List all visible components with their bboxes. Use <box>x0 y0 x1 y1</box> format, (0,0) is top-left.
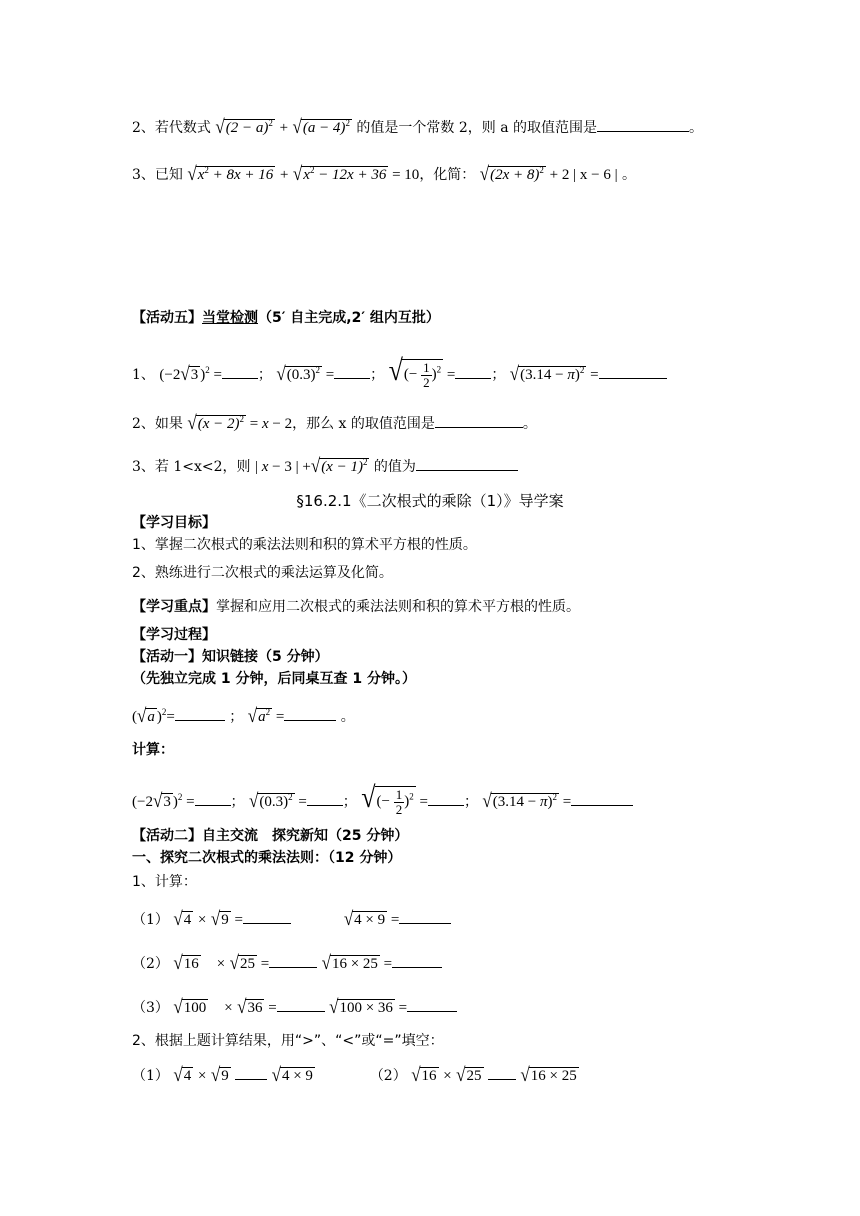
q2-expression: $√(2 - a)^2 + √(a - 4)^2$ <box>215 115 350 138</box>
answer-blank[interactable] <box>399 911 451 924</box>
q2-text-b: 的值是一个常数 2，则 a 的取值范围是 <box>356 120 597 136</box>
answer-blank[interactable] <box>307 793 343 806</box>
answer-blank[interactable] <box>416 458 518 471</box>
activity-1-heading: 【活动一】知识链接（5 分钟） <box>132 649 329 665</box>
activity-1-exercise: (√a )$^2$= ； $√a^2$ = 。 <box>132 704 355 727</box>
part-3: （3） √100 × √36 = √100 × 36 = <box>132 998 457 1016</box>
q3-text-a: 3、已知 <box>132 167 183 183</box>
answer-blank[interactable] <box>407 999 457 1012</box>
step-2: 2、根据上题计算结果，用“>”、“<”或“=”填空： <box>132 1033 444 1049</box>
activity-1-note: （先独立完成 1 分钟，后同桌互查 1 分钟。） <box>132 671 416 687</box>
answer-blank[interactable] <box>428 793 464 806</box>
check-1-expr-c: √(− $\frac{1}{2}$ )$^2$ = <box>388 353 456 391</box>
page-title: §16.2.1《二次根式的乘除（1）》导学案 <box>296 492 564 510</box>
answer-blank[interactable] <box>195 793 231 806</box>
answer-blank[interactable] <box>269 955 317 968</box>
calc-row: (−2√3 )$^2$ = ； $√(0.3)^2$ = ； √(− $\frac{1}{2}$ )$^2$ = ； $√(3.14 - \pi)^2$ = <box>132 785 633 817</box>
answer-blank[interactable] <box>392 955 442 968</box>
compare-row: （1） √4 × √9 √4 × 9 （2） √16 × √25 √16 × 25 <box>132 1063 577 1086</box>
check-1-expr-b: $√(0.3)^2$ = <box>276 362 335 385</box>
step-1: 1、计算： <box>132 874 197 890</box>
calc-label: 计算： <box>132 742 174 758</box>
check-3-expr: | x − 3 | $+√(x - 1)^2$ <box>254 454 368 477</box>
process-heading: 【学习过程】 <box>132 627 216 643</box>
part-1: （1） √4 × √9 = √4 × 9 = <box>132 910 451 928</box>
q2-text-a: 2、若代数式 <box>132 120 211 136</box>
check-2-expr: $√(x - 2)^2 = x - 2$ <box>187 411 293 434</box>
check-1-expr-a: (−2√3 )$^2$ = <box>159 362 222 385</box>
answer-blank[interactable] <box>597 119 689 132</box>
check-1-expr-d: $√(3.14 - \pi)^2$ = <box>509 362 599 385</box>
check-2: 2、如果 $√(x - 2)^2 = x - 2$，那么 x 的取值范围是 。 <box>132 411 537 434</box>
goal-2: 2、熟练进行二次根式的乘法运算及化简。 <box>132 565 393 581</box>
answer-blank[interactable] <box>222 366 258 379</box>
answer-blank[interactable] <box>488 1067 516 1080</box>
part-2: （2） √16 × √25 = √16 × 25 = <box>132 954 442 972</box>
goals-heading: 【学习目标】 <box>132 515 216 531</box>
activity-5-heading: 【活动五】当堂检测（5′ 自主完成,2′ 组内互批） <box>132 310 440 326</box>
question-3: 3、已知 $√x^2 + 8x + 16 + √x^2 - 12x + 36 = 10$，化简： $√(2x + 8)^2 + 2$ | x − 6 | 。 <box>132 162 637 185</box>
q3-condition: $√x^2 + 8x + 16 + √x^2 - 12x + 36 = 10$ <box>187 162 420 185</box>
answer-blank[interactable] <box>284 708 336 721</box>
goal-1: 1、掌握二次根式的乘法法则和积的算术平方根的性质。 <box>132 537 477 553</box>
question-2: 2、若代数式 $√(2 - a)^2 + √(a - 4)^2$ 的值是一个常数 2，则 a 的取值范围是 。 <box>132 115 703 138</box>
q3-expression: $√(2x + 8)^2 + 2$ | x − 6 | <box>479 162 618 185</box>
answer-blank[interactable] <box>235 1067 267 1080</box>
answer-blank[interactable] <box>277 999 325 1012</box>
check-3: 3、若 1<x<2，则 | x − 3 | $+√(x - 1)^2$ 的值为 <box>132 457 518 475</box>
check-1: 1、 (−2√3 )$^2$ = ； $√(0.3)^2$ = ； √(− $\frac{1}{2}$ )$^2$ = ； $√(3.14 - \pi)^2$ = <box>132 358 667 390</box>
answer-blank[interactable] <box>334 366 370 379</box>
answer-blank[interactable] <box>243 911 291 924</box>
key-points: 【学习重点】掌握和应用二次根式的乘法法则和积的算术平方根的性质。 <box>132 599 580 615</box>
activity-2-heading: 【活动二】自主交流 探究新知（25 分钟） <box>132 828 409 844</box>
answer-blank[interactable] <box>455 366 491 379</box>
answer-blank[interactable] <box>571 793 633 806</box>
answer-blank[interactable] <box>175 708 225 721</box>
answer-blank[interactable] <box>435 415 523 428</box>
q3-text-b: ，化简： <box>419 167 476 183</box>
answer-blank[interactable] <box>599 366 667 379</box>
section-1-heading: 一、探究二次根式的乘法法则：（12 分钟） <box>132 850 402 866</box>
